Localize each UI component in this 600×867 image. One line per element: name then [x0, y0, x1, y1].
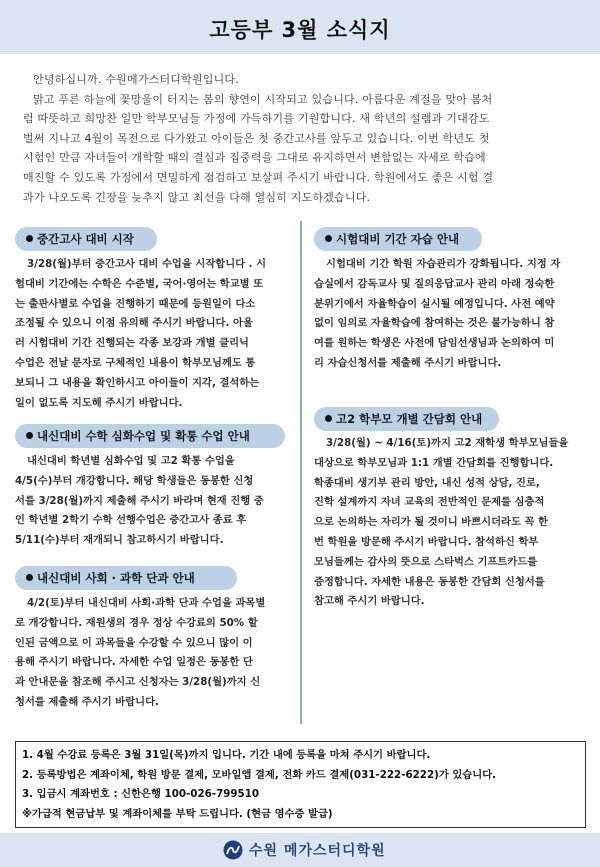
section-line: 여를 원하는 학생은 사전에 담임선생님과 논의하여 미	[314, 337, 555, 350]
section-line: 분위기에서 자율학습이 실시될 예정입니다. 사전 예약	[314, 297, 555, 310]
section-line: 인된 금액으로 이 과목들을 수강할 수 있으니 많이 이	[15, 636, 253, 649]
section-line: 시험대비 기간 학원 자습관리가 강화됩니다. 지정 자	[326, 258, 561, 270]
intro-line: 과가 나오도록 긴장을 늦추지 않고 최선을 다해 열심히 지도하겠습니다.	[23, 190, 371, 204]
section-line: 참고해 주시기 바랍니다.	[314, 595, 425, 608]
section-consult-body	[314, 434, 586, 612]
section-line: 번 학원을 방문해 주시기 바랍니다. 참석하신 학부	[314, 535, 539, 548]
section-line: 대상으로 학부모님과 1:1 개별 간담회를 진행합니다.	[314, 456, 554, 469]
bullet-icon	[26, 574, 33, 581]
section-line: 4/2(토)부터 내신대비 사회·과학 단과 수업을 과목별	[27, 597, 266, 609]
notice-line: ※가급적 현금납부 및 계좌이체를 부탁 드립니다. (현금 영수증 발급)	[22, 807, 333, 820]
section-line: 학종대비 생기부 관리 방안, 내신 성적 상담, 진로,	[314, 476, 540, 489]
section-line: 4/5(수)부터 개강합니다. 해당 학생들은 동봉한 신청	[15, 474, 254, 487]
intro-text	[23, 70, 583, 207]
section-title: 내신대비 사회 · 과학 단과 안내	[37, 571, 195, 585]
page-title: 고등부 3월 소식지	[209, 18, 391, 42]
section-math-body	[15, 452, 287, 551]
logo-text: 수원 메가스터디학원	[249, 843, 386, 859]
intro-line: 벌써 지나고 4월이 목전으로 다가왔고 아이들은 첫 중간고사를 앞두고 있습니다. 이번 학년도 첫	[23, 131, 490, 145]
section-line: 는 출판사별로 수업을 진행하기 때문에 등원일이 다소	[15, 297, 256, 310]
section-line: 수업은 전날 문자로 구체적인 내용이 학부모님께도 통	[15, 356, 256, 369]
section-line: 청서를 제출해 주시기 바랍니다.	[15, 695, 159, 708]
footer-bar	[0, 833, 600, 867]
column-divider	[300, 221, 302, 724]
section-line: 일이 없도록 지도해 주시기 바랍니다.	[15, 396, 183, 409]
section-line: 습실에서 감독교사 및 질의응답교사 관리 아래 정숙한	[314, 277, 555, 290]
section-line: 으로 논의하는 자리가 될 것이니 바쁘시더라도 꼭 한	[314, 516, 548, 529]
section-title: 시험대비 기간 자습 안내	[336, 232, 460, 246]
bullet-icon	[325, 235, 332, 242]
section-selfstudy-heading	[314, 227, 482, 251]
bullet-icon	[26, 432, 33, 439]
section-title: 고2 학부모 개별 간담회 안내	[336, 412, 483, 426]
bullet-icon	[325, 415, 332, 422]
section-line: 5/11(수)부터 재개되니 참고하시기 바랍니다.	[15, 534, 224, 547]
notice-box	[15, 741, 586, 828]
intro-line: 매진할 수 있도록 가정에서 면밀하게 점검하고 보살펴 주시기 바랍니다. 학원에서도 좋은 시험 결	[23, 170, 494, 184]
intro-line: 시험인 만큼 자녀들이 개학할 때의 결심과 집중력을 그대로 유지하면서 변함없는 자세로 학습에	[23, 151, 486, 165]
section-selfstudy-body	[314, 255, 586, 374]
section-midterm-body	[15, 255, 287, 413]
notice-line: 1. 4월 수강료 등록은 3월 31일(목)까지 입니다. 기간 내에 등록을 마쳐 주시기 바랍니다.	[22, 749, 431, 761]
section-line: 용해 주시기 바랍니다. 자세한 수업 일정은 동봉한 단	[15, 656, 253, 669]
section-line: 보되니 그 내용을 확인하시고 아이들이 지각, 결석하는	[15, 376, 260, 389]
section-title: 내신대비 수학 심화수업 및 확통 수업 안내	[37, 429, 250, 443]
section-line: 모님들께는 감사의 뜻으로 스타벅스 기프트카드를	[314, 555, 538, 568]
section-line: 인 학년별 2학기 수학 선행수업은 중간고사 종료 후	[15, 514, 247, 527]
section-line: 러 시험대비 기간 진행되는 각종 보강과 개별 클리닉	[15, 337, 249, 350]
section-line: 과 안내문을 참조해 주시고 신청자는 3/28(월)까지 신	[15, 676, 261, 689]
logo-mark-icon	[223, 840, 243, 860]
section-consult-heading	[314, 407, 499, 431]
notice-line: 2. 등록방법은 계좌이체, 학원 방문 결제, 모바일앱 결제, 전화 카드 결제(031-222-6222)가 있습니다.	[22, 768, 497, 781]
section-line: 험대비 기간에는 수학은 수준별, 국어·영어는 학교별 또	[15, 277, 264, 290]
section-line: 리 자습신청서를 제출해 주시기 바랍니다.	[314, 356, 502, 369]
section-social-heading	[15, 566, 237, 590]
section-line: 증정합니다. 자세한 내용은 동봉한 간담회 신청서를	[314, 575, 545, 588]
academy-logo	[223, 839, 386, 861]
section-line: 없이 임의로 자율학습에 참여하는 것은 불가능하니 참	[314, 317, 555, 330]
section-line: 내신대비 학년별 심화수업 및 고2 확통 수업을	[27, 455, 235, 467]
notice-line: 3. 입금시 계좌번호 : 신한은행 100-026-799510	[22, 788, 260, 800]
section-line: 로 개강합니다. 재원생의 경우 정상 수강료의 50% 할	[15, 616, 258, 629]
section-midterm-heading	[15, 227, 157, 251]
intro-greeting: 안녕하십니까. 수원메가스터디학원입니다.	[33, 73, 239, 86]
section-line: 서를 3/28(월)까지 제출해 주시기 바라며 현재 진행 중	[15, 494, 264, 507]
intro-line: 럼 따뜻하고 희망찬 일만 학부모님들 가정에 가득하기를 기원합니다. 새 학년의 설렘과 기대감도	[23, 112, 490, 126]
section-social-body	[15, 594, 287, 713]
section-line: 진학 설계까지 자녀 교육의 전반적인 문제를 심층적	[314, 496, 545, 509]
section-title: 중간고사 대비 시작	[37, 232, 134, 246]
section-line: 3/28(월)부터 중간고사 대비 수업을 시작합니다 . 시	[27, 258, 267, 270]
section-line: 3/28(월) ~ 4/16(토)까지 고2 재학생 학부모님들을	[326, 437, 569, 449]
header-bar	[0, 0, 600, 54]
section-math-heading	[15, 424, 285, 448]
intro-line: 맑고 푸른 하늘에 꽃망울이 터지는 봄의 향연이 시작되고 있습니다. 아름다운 계절을 맞아 봄처	[33, 92, 493, 106]
section-line: 조정될 수 있으니 이점 유의해 주시기 바랍니다. 아울	[15, 317, 253, 330]
bullet-icon	[26, 235, 33, 242]
